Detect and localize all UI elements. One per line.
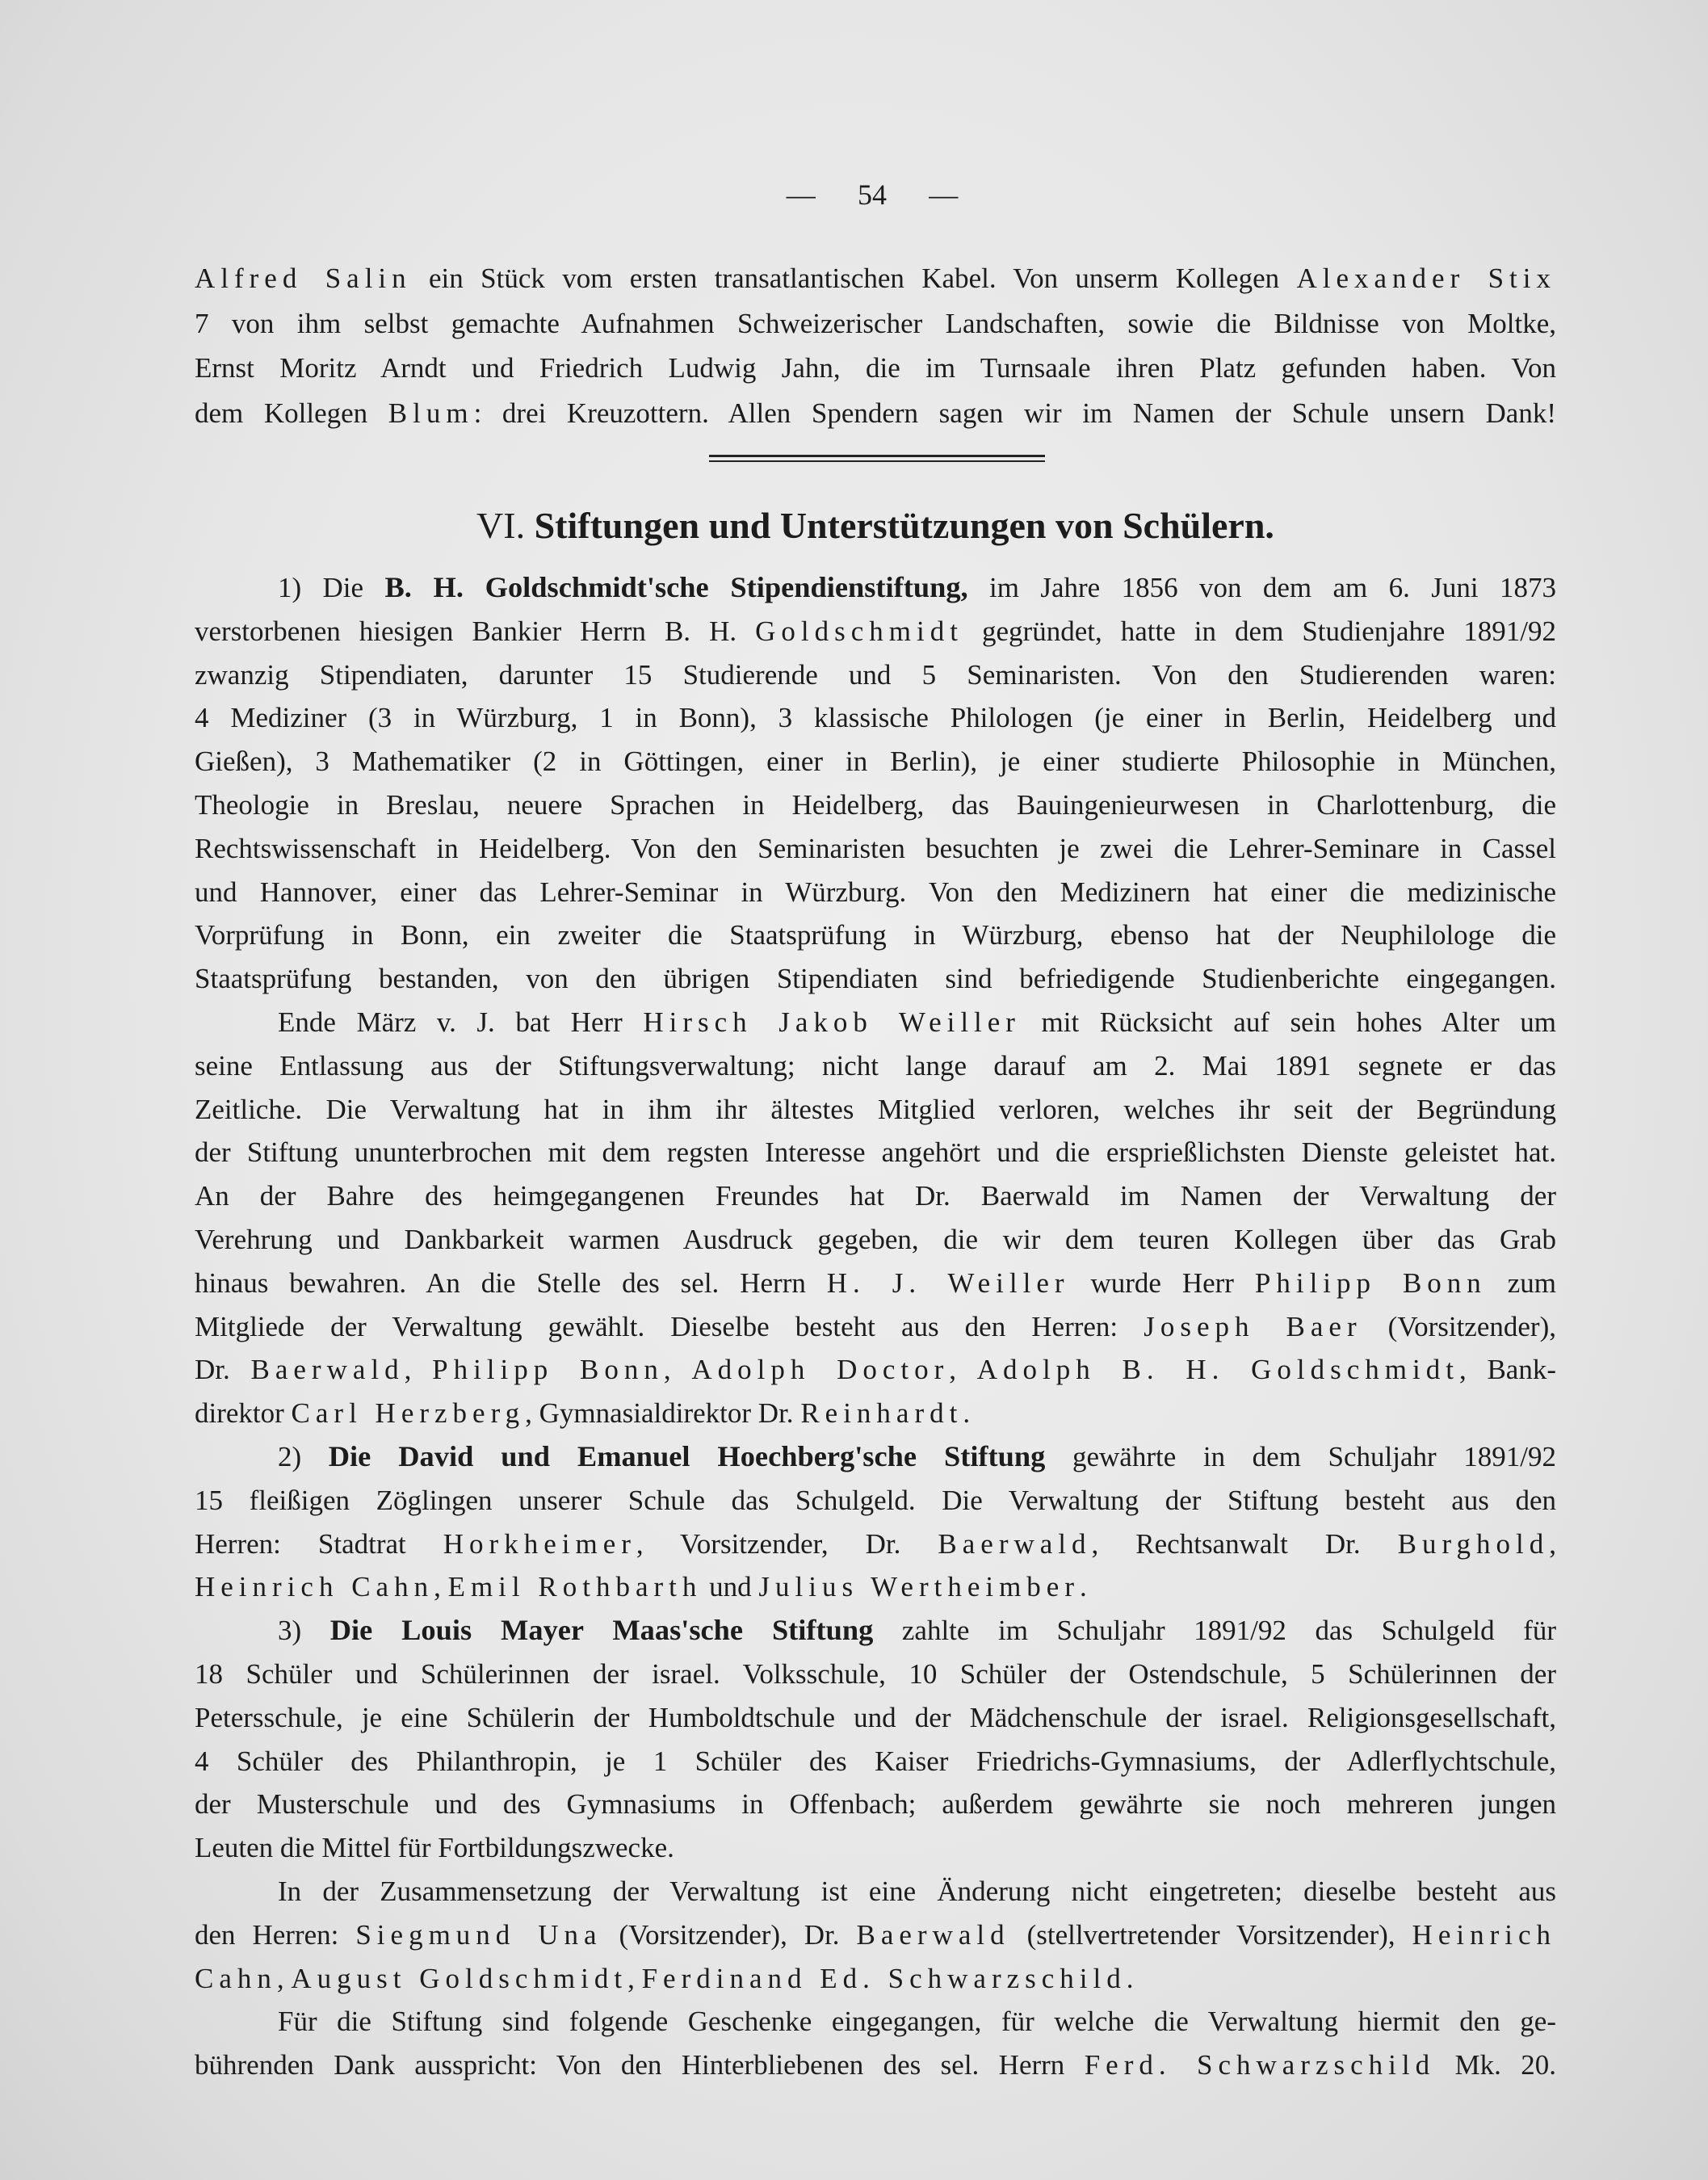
person-name: Carl Herzberg: [291, 1397, 526, 1430]
person-name: Baerwald: [856, 1918, 1010, 1951]
text-run: ,: [663, 1354, 692, 1386]
text-line: [195, 1131, 1556, 1174]
text-run: Verehrung und Dankbarkeit warmen Ausdruck gegeben, die wir dem teuren Kollegen über das Grab: [195, 1223, 1556, 1255]
text-line: [195, 1740, 1556, 1783]
paragraph: [195, 1870, 1556, 2000]
person-name: Burghold: [1397, 1527, 1550, 1560]
text-run: .: [1126, 1962, 1134, 1994]
text-run: (stellvertretender Vorsitzender),: [1009, 1918, 1412, 1951]
text-line: [195, 1565, 1556, 1609]
text-run: ,: [276, 1962, 292, 1994]
person-name: Baerwald: [938, 1527, 1092, 1560]
text-line: [195, 1870, 1556, 1913]
text-line: [195, 1305, 1556, 1349]
text-run: zwanzig Stipendiaten, darunter 15 Studierende und 5 Seminaristen. Von den Studierenden waren:: [195, 658, 1556, 691]
person-name: August Goldschmidt: [291, 1962, 628, 1994]
text-line: [195, 827, 1556, 871]
text-line: [195, 256, 1556, 301]
person-name: H. J. Weiller: [826, 1266, 1070, 1299]
text-run: 15 fleißigen Zöglingen unserer Schule das Schulgeld. Die Verwaltung der Stiftung besteht aus den: [195, 1484, 1556, 1516]
continued-paragraph: [195, 256, 1556, 435]
section-heading: [195, 502, 1556, 550]
text-run: gegründet, hatte in dem Studienjahre 1891/92: [963, 615, 1556, 647]
text-run: 4 Schüler des Philanthropin, je 1 Schüler des Kaiser Friedrichs-Gymnasiums, der Adlerflychtschule,: [195, 1745, 1556, 1777]
text-run: .: [963, 1397, 971, 1430]
text-line: [195, 1913, 1556, 1957]
text-run: Zeitliche. Die Verwaltung hat in ihm ihr ältestes Mitglied verloren, welches ihr seit der Begründung: [195, 1093, 1556, 1125]
text-line: [195, 566, 1556, 610]
person-name: Philipp Bonn: [432, 1354, 664, 1386]
text-run: und: [702, 1571, 759, 1603]
text-run: 4 Mediziner (3 in Würzburg, 1 in Bonn), 3 klassische Philologen (je einer in Berlin, Heidelberg und: [195, 702, 1556, 734]
text-run: 1) Die: [278, 572, 385, 603]
text-run: .: [1080, 1571, 1087, 1603]
text-run: Für die Stiftung sind folgende Geschenke eingegangen, für welche die Verwaltung hiermit den ge-: [278, 2006, 1556, 2038]
text-line: [195, 391, 1556, 436]
text-line: [195, 1392, 1556, 1435]
text-run: gewährte in dem Schuljahr 1891/92: [1045, 1440, 1557, 1472]
text-run: wurde Herr: [1069, 1266, 1255, 1299]
text-run: : drei Kreuzottern. Allen Spendern sagen wir im Namen der Schule unsern Dank!: [473, 397, 1556, 429]
section-title: Stiftungen und Unterstützungen von Schülern.: [534, 505, 1274, 546]
text-run: (Vorsitzender), Dr.: [602, 1918, 857, 1951]
person-name: Joseph Baer: [1144, 1310, 1362, 1342]
foundation-name: Die Louis Mayer Maas'sche Stiftung: [329, 1614, 874, 1647]
text-line: [195, 1696, 1556, 1740]
text-run: Herren: Stadtrat: [195, 1527, 443, 1560]
paragraph: [195, 2000, 1556, 2087]
text-line: [195, 346, 1556, 391]
text-run: (Vorsitzender),: [1362, 1310, 1556, 1342]
text-run: Vorprüfung in Bonn, ein zweiter die Staatsprüfung in Würzburg, ebenso hat der Neuphilologe die: [195, 919, 1556, 951]
text-run: Dr.: [195, 1354, 251, 1386]
text-line: [195, 1174, 1556, 1218]
text-line: [195, 1783, 1556, 1826]
foundation-name: Die David und Emanuel Hoechberg'sche Stiftung: [328, 1439, 1046, 1472]
text-run: An der Bahre des heimgegangenen Freundes hat Dr. Baerwald im Namen der Verwaltung der: [195, 1180, 1556, 1212]
text-run: dem Kollegen: [195, 397, 388, 429]
text-run: den Herren:: [195, 1918, 356, 1951]
text-run: der Stiftung ununterbrochen mit dem regsten Interesse angehört und die ersprießlichsten Dienste geleistet hat.: [195, 1136, 1556, 1169]
person-name: Adolph Doctor: [691, 1354, 950, 1386]
person-name: Ferdinand Ed. Schwarzschild: [641, 1962, 1127, 1994]
person-name: Baerwald: [250, 1354, 405, 1386]
text-run: , Bank-: [1458, 1354, 1556, 1386]
text-run: Theologie in Breslau, neuere Sprachen in Heidelberg, das Bauingenieurwesen in Charlottenburg, die: [195, 788, 1556, 821]
text-line: [195, 1523, 1556, 1566]
person-name: Adolph B. H. Goldschmidt: [976, 1354, 1459, 1386]
text-line: [195, 914, 1556, 957]
text-run: , Vorsitzender, Dr.: [636, 1527, 938, 1560]
text-line: [195, 1001, 1556, 1044]
text-line: [195, 1826, 1556, 1870]
text-line: [195, 2043, 1556, 2087]
text-line: [195, 957, 1556, 1001]
text-run: ,: [404, 1354, 433, 1386]
person-name: Philipp Bonn: [1254, 1266, 1487, 1299]
text-line: [195, 1348, 1556, 1392]
text-line: [195, 1044, 1556, 1088]
page-number: — 54 —: [786, 179, 959, 211]
text-line: [195, 1653, 1556, 1696]
text-line: [195, 740, 1556, 783]
person-name: Julius Wertheimber: [758, 1571, 1081, 1603]
text-run: ,: [627, 1962, 642, 1994]
text-run: im Jahre 1856 von dem am 6. Juni 1873: [967, 572, 1556, 603]
text-run: direktor: [195, 1397, 292, 1430]
text-run: ein Stück vom ersten transatlantischen Kabel. Von unserm Kollegen: [411, 263, 1297, 294]
person-name: Goldschmidt: [755, 615, 963, 647]
text-line: [195, 1957, 1556, 2001]
person-name: Alexander Stix: [1296, 263, 1556, 294]
text-line: [195, 610, 1556, 653]
person-name: Ferd. Schwarzschild: [1084, 2049, 1436, 2081]
text-run: Mk. 20.: [1435, 2049, 1557, 2081]
person-name: Blum: [388, 397, 474, 429]
person-name: Alfred Salin: [195, 263, 412, 294]
text-line: [195, 1435, 1556, 1479]
text-run: Ende März v. J. bat Herr: [278, 1006, 644, 1038]
text-run: Staatsprüfung bestanden, von den übrigen Stipendiaten sind befriedigende Studienberichte eingegangen.: [195, 963, 1556, 995]
text-run: Gießen), 3 Mathematiker (2 in Göttingen, einer in Berlin), je einer studierte Philosophie in München,: [195, 746, 1556, 778]
text-run: verstorbenen hiesigen Bankier Herrn B. H.: [195, 615, 756, 647]
text-run: Ernst Moritz Arndt und Friedrich Ludwig Jahn, die im Turnsaale ihren Platz gefunden haben. Von: [195, 352, 1556, 384]
person-name: Emil Rothbarth: [447, 1571, 703, 1603]
paragraph: [195, 1435, 1556, 1609]
text-run: der Musterschule und des Gymnasiums in Offenbach; außerdem gewährte sie noch mehreren jungen: [195, 1788, 1556, 1821]
foundation-name: B. H. Goldschmidt'sche Stipendienstiftung,: [384, 571, 968, 603]
person-name: Cahn: [195, 1962, 277, 1994]
text-run: 2): [278, 1440, 329, 1472]
text-run: zahlte im Schuljahr 1891/92 das Schulgeld für: [873, 1615, 1557, 1647]
text-run: Leuten die Mittel für Fortbildungszwecke.: [195, 1832, 674, 1864]
person-name: Hirsch Jakob Weiller: [643, 1006, 1021, 1038]
text-line: [195, 1479, 1556, 1523]
text-line: [195, 301, 1556, 347]
text-run: und Hannover, einer das Lehrer-Seminar in Würzburg. Von den Medizinern hat einer die medizinische: [195, 876, 1556, 908]
text-run: Petersschule, je eine Schülerin der Humboldtschule und der Mädchenschule der israel. Religionsgesellschaft,: [195, 1701, 1556, 1733]
text-line: [195, 696, 1556, 740]
section-body: [195, 566, 1556, 2087]
text-run: 3): [278, 1615, 330, 1647]
section-divider: [709, 455, 1045, 462]
person-name: Horkheimer: [443, 1527, 636, 1560]
text-run: 18 Schüler und Schülerinnen der israel. Volksschule, 10 Schüler der Ostendschule, 5 Schülerinnen der: [195, 1657, 1556, 1690]
text-line: [195, 1262, 1556, 1305]
text-run: In der Zusammensetzung der Verwaltung ist eine Änderung nicht eingetreten; dieselbe besteht aus: [278, 1875, 1556, 1907]
section-numeral: VI.: [476, 505, 526, 546]
text-run: zum: [1486, 1266, 1556, 1299]
paragraph: [195, 566, 1556, 1001]
person-name: Heinrich Cahn: [195, 1571, 434, 1603]
text-line: [195, 1609, 1556, 1653]
person-name: Siegmund Una: [355, 1918, 602, 1951]
text-line: [195, 871, 1556, 914]
text-line: [195, 1218, 1556, 1262]
text-run: mit Rücksicht auf sein hohes Alter um: [1020, 1006, 1556, 1038]
text-run: 7 von ihm selbst gemachte Aufnahmen Schweizerischer Landschaften, sowie die Bildnisse von Moltke,: [195, 307, 1556, 339]
text-run: Rechtswissenschaft in Heidelberg. Von den Seminaristen besuchten je zwei die Lehrer-Seminare in Cassel: [195, 832, 1556, 864]
paragraph: [195, 1609, 1556, 1870]
text-run: ,: [434, 1571, 448, 1603]
text-line: [195, 783, 1556, 827]
text-run: , Rechtsanwalt Dr.: [1091, 1527, 1398, 1560]
text-run: Mitgliede der Verwaltung gewählt. Dieselbe besteht aus den Herren:: [195, 1310, 1144, 1342]
paragraph: [195, 1001, 1556, 1435]
person-name: Reinhardt: [800, 1397, 963, 1430]
text-run: , Gymnasialdirektor Dr.: [525, 1397, 801, 1430]
text-run: ,: [1549, 1527, 1556, 1560]
person-name: Heinrich: [1412, 1918, 1556, 1951]
text-run: hinaus bewahren. An die Stelle des sel. Herrn: [195, 1266, 827, 1299]
text-run: bührenden Dank ausspricht: Von den Hinterbliebenen des sel. Herrn: [195, 2049, 1085, 2081]
text-line: [195, 1088, 1556, 1132]
text-run: ,: [949, 1354, 977, 1386]
text-line: [195, 653, 1556, 697]
text-run: seine Entlassung aus der Stiftungsverwaltung; nicht lange darauf am 2. Mai 1891 segnete er das: [195, 1049, 1556, 1082]
text-line: [195, 2000, 1556, 2043]
